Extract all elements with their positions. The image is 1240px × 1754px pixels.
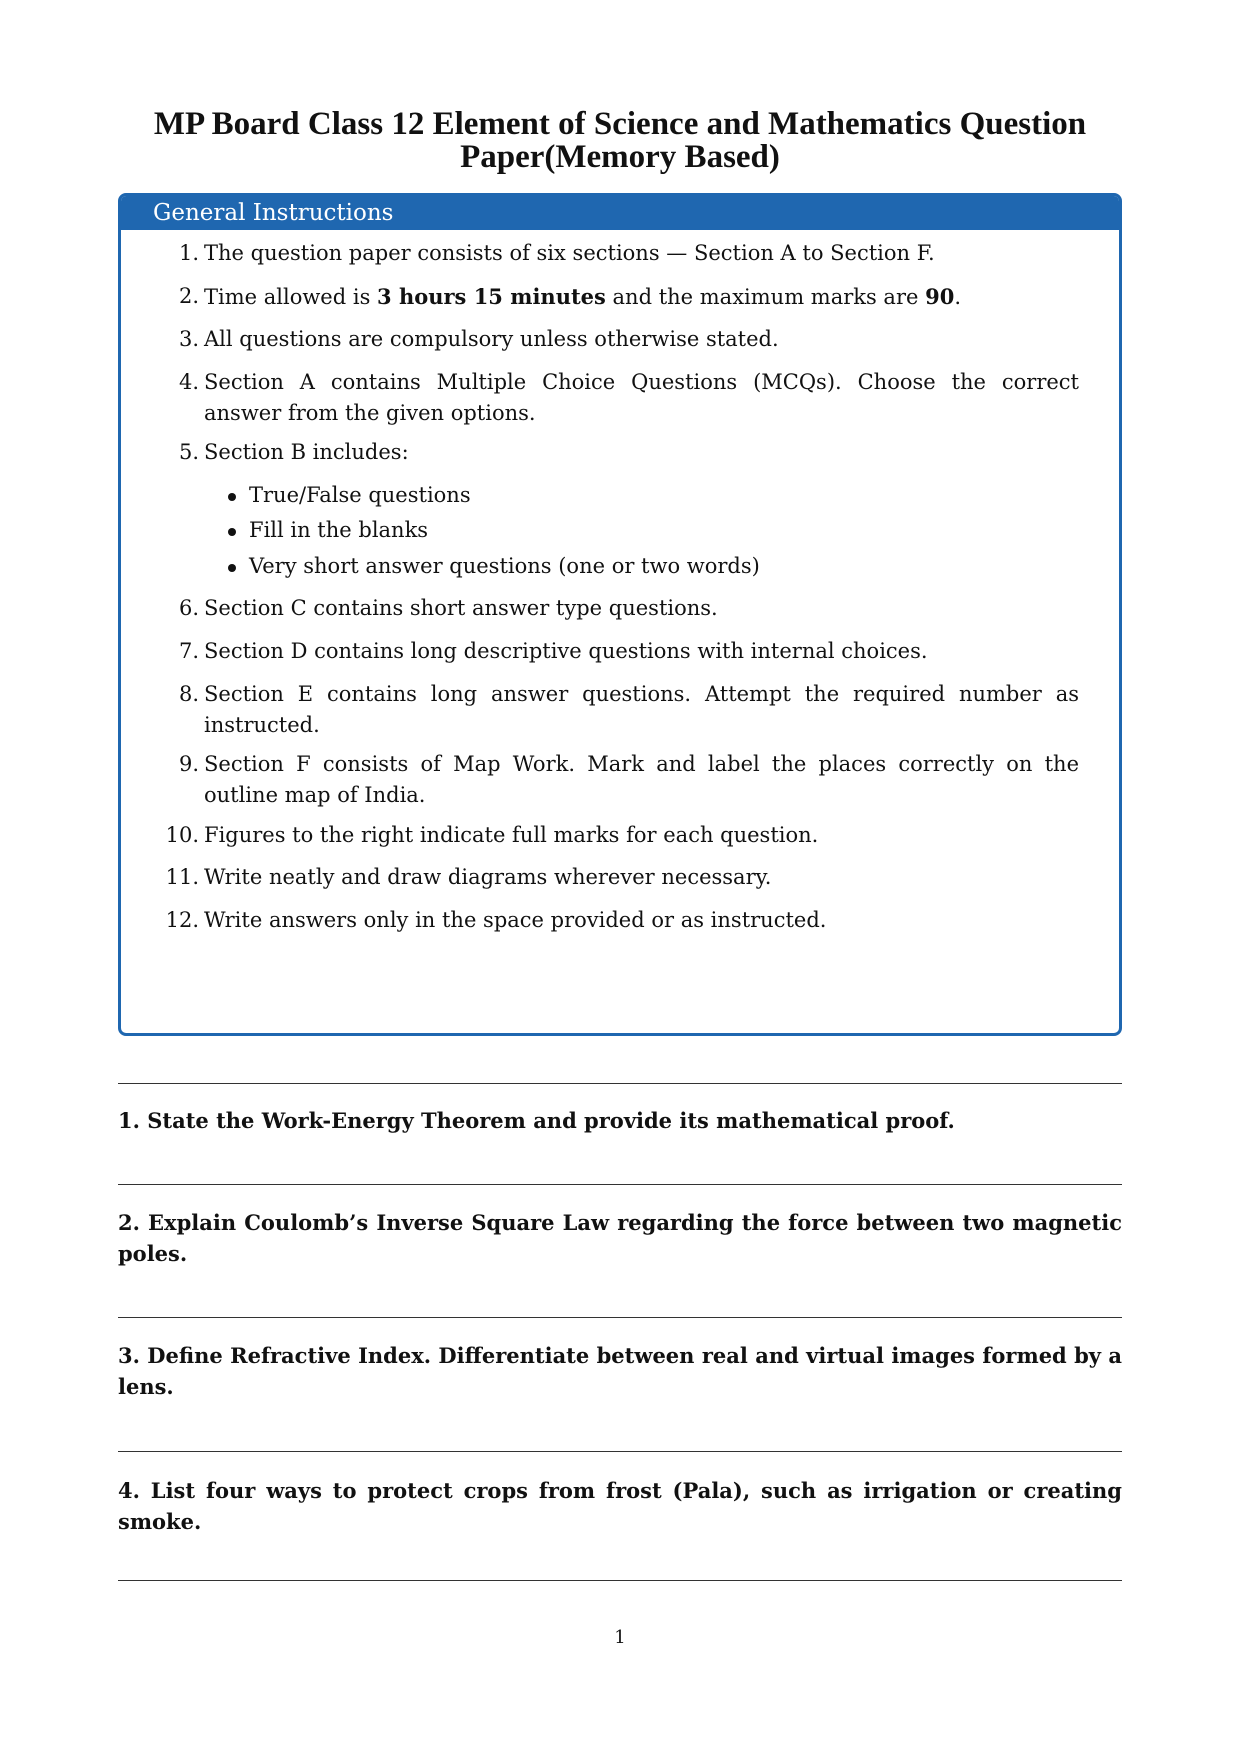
instruction-text: Figures to the right indicate full marks for each question. [204,823,819,847]
instruction-number: 7. [178,639,199,663]
divider [118,1451,1122,1452]
bullet-icon [228,528,236,536]
instruction-text: Section C contains short answer type questions. [204,596,718,620]
instruction-text: The question paper consists of six sections — Section A to Section F. [204,241,935,265]
instructions-header: General Instructions [121,196,1119,230]
instruction-text: Time allowed is 3 hours 15 minutes and the maximum marks are 90. [204,284,962,309]
instruction-text: Section A contains Multiple Choice Questions (MCQs). Choose the correct answer from the given options. [204,370,1079,425]
instruction-text: Section E contains long answer questions. Attempt the required number as instructed. [204,682,1079,737]
instruction-number: 2. [178,284,199,308]
divider [118,1083,1122,1084]
instruction-text: Section D contains long descriptive questions with internal choices. [204,639,928,663]
instruction-text: Section B includes: [204,440,409,464]
instruction-text: Section F consists of Map Work. Mark and label the places correctly on the outline map of India. [204,752,1079,807]
instruction-text: Write neatly and draw diagrams wherever necessary. [204,865,772,889]
instruction-number: 12. [165,908,199,932]
instruction-number: 4. [178,370,199,394]
question-1: 1. State the Work-Energy Theorem and provide its mathematical proof. [118,1108,955,1133]
maximum-marks: 90 [925,284,955,309]
instruction-number: 11. [165,865,199,889]
bullet-text: Very short answer questions (one or two words) [249,554,760,578]
divider [118,1317,1122,1318]
question-4: 4. List four ways to protect crops from frost (Pala), such as irrigation or creating smoke. [118,1478,1122,1534]
bullet-text: True/False questions [249,483,471,507]
instruction-number: 3. [178,327,199,351]
time-allowed: 3 hours 15 minutes [377,284,606,309]
instruction-number: 9. [178,752,199,776]
page-title: MP Board Class 12 Element of Science and Mathematics Question Paper(Memory Based) [153,106,1087,175]
instruction-number: 5. [178,440,199,464]
divider [118,1184,1122,1185]
page-number: 1 [614,1627,626,1648]
general-instructions-box [118,193,1122,1036]
question-3: 3. Define Refractive Index. Differentiate between real and virtual images formed by a lens. [118,1343,1122,1399]
bullet-icon [228,564,236,572]
divider [118,1580,1122,1581]
bullet-icon [228,493,236,501]
instruction-number: 10. [165,823,199,847]
instruction-text: All questions are compulsory unless otherwise stated. [204,327,779,351]
instruction-text: Write answers only in the space provided or as instructed. [204,908,827,932]
instruction-number: 1. [178,241,199,265]
instruction-number: 6. [178,596,199,620]
bullet-text: Fill in the blanks [249,518,429,542]
instruction-number: 8. [178,682,199,706]
question-2: 2. Explain Coulomb’s Inverse Square Law regarding the force between two magnetic poles. [118,1210,1122,1266]
